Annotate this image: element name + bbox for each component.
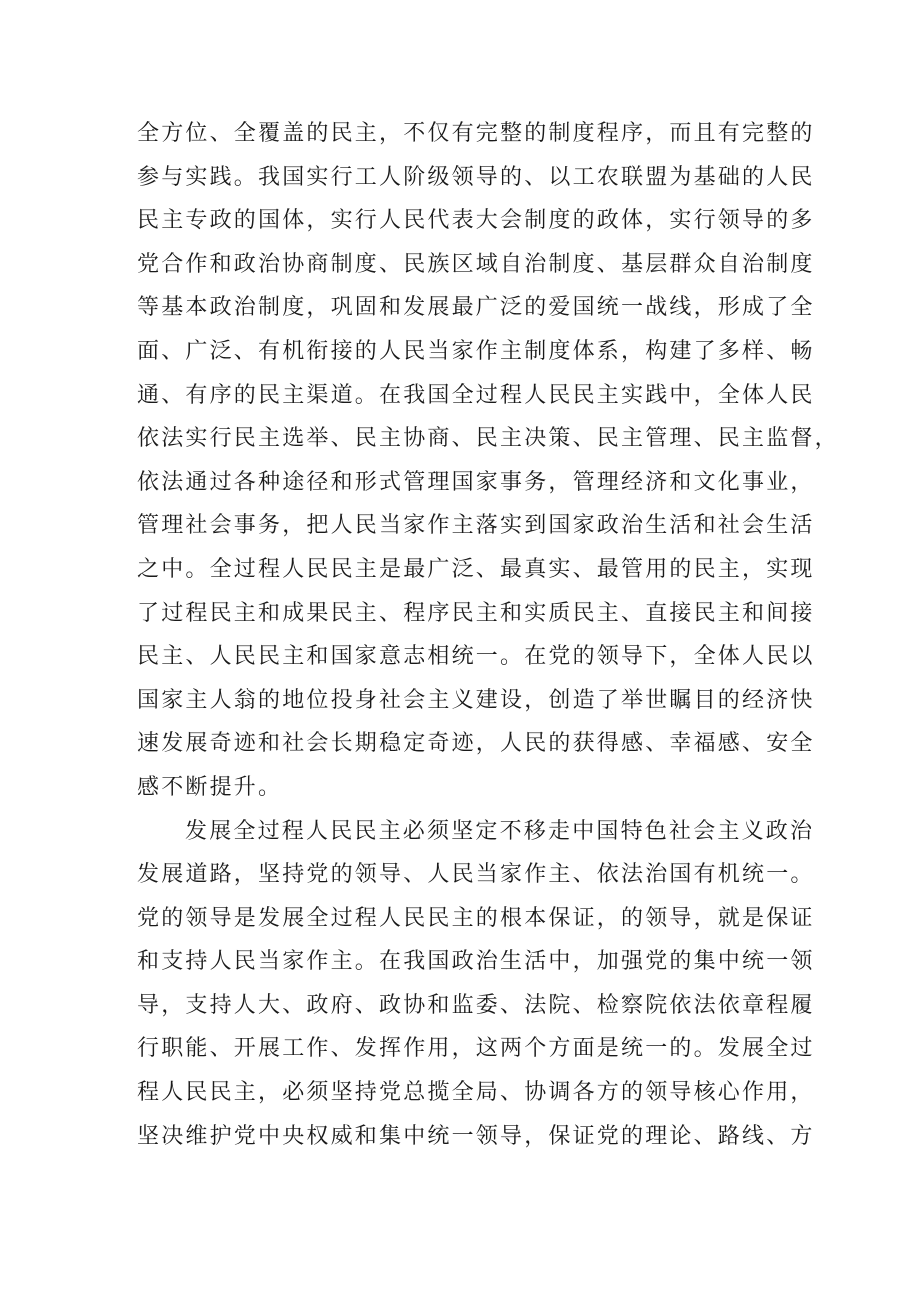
text-line: 速发展奇迹和社会长期稳定奇迹，人民的获得感、幸福感、安全	[137, 731, 815, 757]
text-line: 坚决维护党中央权威和集中统一领导，保证党的理论、路线、方	[137, 1123, 815, 1149]
text-line: 国家主人翁的地位投身社会主义建设，创造了举世瞩目的经济快	[137, 687, 815, 713]
text-line: 参与实践。我国实行工人阶级领导的、以工农联盟为基础的人民	[137, 164, 815, 190]
text-line: 行职能、开展工作、发挥作用，这两个方面是统一的。发展全过	[137, 1036, 815, 1062]
text-line: 管理社会事务，把人民当家作主落实到国家政治生活和社会生活	[137, 513, 815, 539]
paragraph-1	[137, 112, 839, 810]
paragraph-2	[137, 810, 815, 1159]
text-line: 导，支持人大、政府、政协和监委、法院、检察院依法依章程履	[137, 992, 815, 1018]
text-line: 依法通过各种途径和形式管理国家事务，管理经济和文化事业，	[137, 469, 815, 495]
text-line: 民主专政的国体，实行人民代表大会制度的政体，实行领导的多	[137, 208, 815, 234]
text-line: 依法实行民主选举、民主协商、民主决策、民主管理、民主监督，	[137, 426, 839, 452]
text-line: 之中。全过程人民民主是最广泛、最真实、最管用的民主，实现	[137, 556, 815, 582]
text-line: 发展全过程人民民主必须坚定不移走中国特色社会主义政治	[185, 818, 815, 844]
text-line: 党合作和政治协商制度、民族区域自治制度、基层群众自治制度	[137, 251, 815, 277]
text-line: 面、广泛、有机衔接的人民当家作主制度体系，构建了多样、畅	[137, 338, 815, 364]
text-line: 通、有序的民主渠道。在我国全过程人民民主实践中，全体人民	[137, 382, 815, 408]
text-line: 党的领导是发展全过程人民民主的根本保证，的领导，就是保证	[137, 905, 815, 931]
text-line: 了过程民主和成果民主、程序民主和实质民主、直接民主和间接	[137, 600, 815, 626]
text-line: 全方位、全覆盖的民主，不仅有完整的制度程序，而且有完整的	[137, 121, 815, 146]
text-line: 程人民民主，必须坚持党总揽全局、协调各方的领导核心作用，	[137, 1080, 815, 1106]
text-line: 等基本政治制度，巩固和发展最广泛的爱国统一战线，形成了全	[137, 295, 815, 321]
text-line: 民主、人民民主和国家意志相统一。在党的领导下，全体人民以	[137, 644, 815, 670]
document-body	[137, 112, 839, 1158]
text-line: 和支持人民当家作主。在我国政治生活中，加强党的集中统一领	[137, 949, 815, 975]
text-line: 感不断提升。	[137, 774, 283, 800]
text-line: 发展道路，坚持党的领导、人民当家作主、依法治国有机统一。	[137, 862, 815, 888]
